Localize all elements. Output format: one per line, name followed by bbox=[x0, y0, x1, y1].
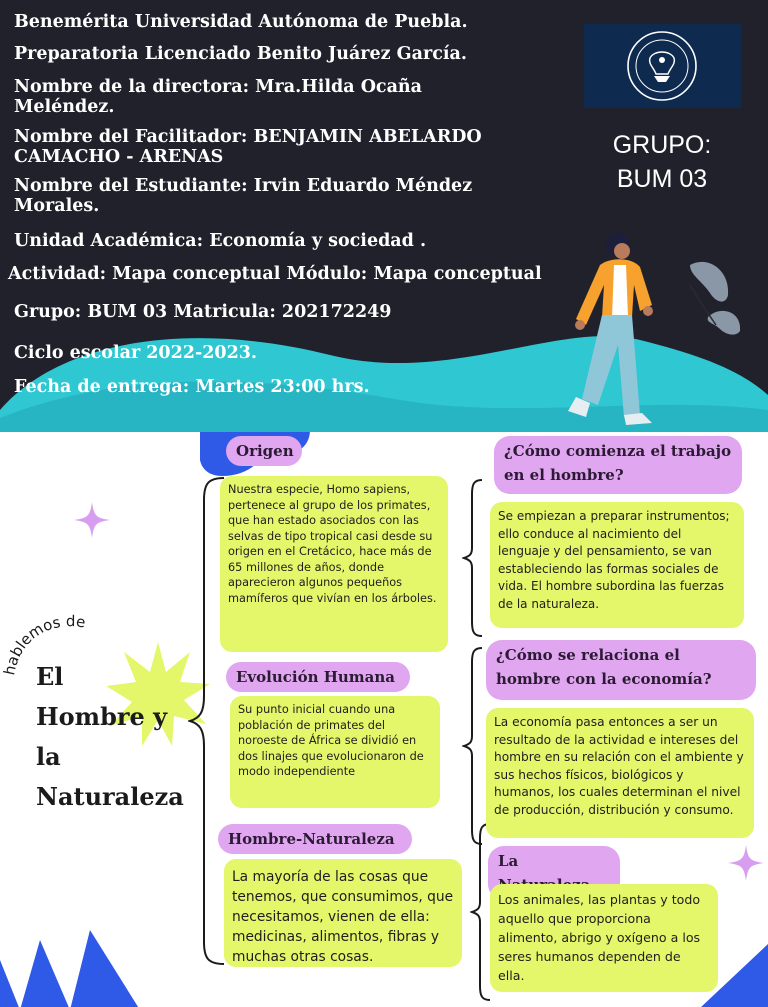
group-badge-label: GRUPO: bbox=[612, 131, 712, 159]
node-text-la-naturaleza: Los animales, las plantas y todo aquello que proporciona alimento, abrigo y oxígeno a los seres humanos dependen de ella. bbox=[490, 884, 718, 992]
node-title-la-naturaleza: La bbox=[488, 846, 620, 900]
header-line-facilitator: Nombre del Facilitador: BENJAMIN ABELARDO bbox=[14, 127, 482, 147]
university-logo bbox=[584, 24, 741, 108]
node-text-trabajo: Se empiezan a preparar instrumentos; ello conduce al nacimiento del lenguaje y del pensamiento, se van estableciendo las formas sociales de vida. El hombre subordina las fuerzas de la naturaleza. bbox=[490, 502, 744, 628]
walking-person-illustration bbox=[540, 225, 760, 432]
title-word-el: El bbox=[36, 662, 64, 691]
title-word-naturaleza: Naturaleza bbox=[36, 782, 184, 811]
header-line-student-cont: Morales. bbox=[14, 196, 100, 216]
node-title-trabajo: ¿Cómo comienza el trabajo en el hombre? bbox=[494, 436, 742, 494]
title-word-la: la bbox=[36, 742, 61, 771]
node-text-evolucion: Su punto inicial cuando una población de primates del noroeste de África se dividió en dos linajes que evolucionaron de modo independiente bbox=[230, 696, 440, 808]
concept-map bbox=[0, 432, 768, 1007]
header-line-cycle: Ciclo escolar 2022-2023. bbox=[14, 343, 258, 363]
sparkle-icon bbox=[728, 845, 764, 881]
node-title-economia: ¿Cómo se relaciona el hombre con la economía? bbox=[486, 640, 756, 700]
node-text-economia: La economía pasa entonces a ser un resultado de la actividad e intereses del hombre en su relación con el ambiente y sus hechos físicos, biológicos y humanos, los cuales determinan el nivel de producción, distribución y consumo. bbox=[486, 708, 754, 838]
header-line-director-cont: Meléndez. bbox=[14, 97, 115, 117]
brace-right-1 bbox=[462, 478, 486, 638]
header-line-facilitator-cont: CAMACHO - ARENAS bbox=[14, 147, 224, 167]
node-title-hombre-naturaleza: Hombre-Naturaleza bbox=[218, 824, 412, 854]
group-badge bbox=[596, 128, 728, 196]
blue-zigzag-decoration bbox=[0, 920, 140, 1007]
group-badge-value: BUM 03 bbox=[616, 165, 708, 193]
title-word-hombre: Hombre y bbox=[36, 702, 168, 731]
node-title-evolucion: Evolución Humana bbox=[226, 662, 410, 692]
header-line-activity: Actividad: Mapa conceptual Módulo: Mapa conceptual bbox=[8, 264, 542, 284]
header-line-due-date: Fecha de entrega: Martes 23:00 hrs. bbox=[14, 377, 370, 397]
header-line-group: Grupo: BUM 03 Matricula: 202172249 bbox=[14, 302, 392, 322]
node-text-hombre-naturaleza: La mayoría de las cosas que tenemos, que consumimos, que necesitamos, vienen de ella: medicinas, alimentos, fibras y muchas otras cosas. bbox=[224, 859, 462, 967]
header-line-unit: Unidad Académica: Economía y sociedad . bbox=[14, 231, 427, 251]
header-line-school: Preparatoria Licenciado Benito Juárez García. bbox=[14, 44, 467, 64]
header-line-student: Nombre del Estudiante: Irvin Eduardo Méndez bbox=[14, 176, 473, 196]
header-line-university: Benemérita Universidad Autónoma de Puebla. bbox=[14, 12, 468, 32]
brace-right-2 bbox=[462, 646, 486, 846]
cover-header bbox=[0, 0, 768, 432]
header-line-director: Nombre de la directora: Mra.Hilda Ocaña bbox=[14, 77, 422, 97]
sparkle-icon bbox=[74, 502, 110, 538]
university-seal-icon bbox=[584, 24, 741, 108]
arc-text: hablemos de bbox=[0, 612, 87, 677]
node-title-origen: Origen bbox=[226, 436, 302, 466]
node-text-origen: Nuestra especie, Homo sapiens, pertenece al grupo de los primates, que han estado asociados con las selvas de tipo tropical casi desde su origen en el Cretácico, hace más de 65 millones de años, donde aparecieron algunos pequeños mamíferos que vivían en los árboles. bbox=[220, 476, 448, 652]
